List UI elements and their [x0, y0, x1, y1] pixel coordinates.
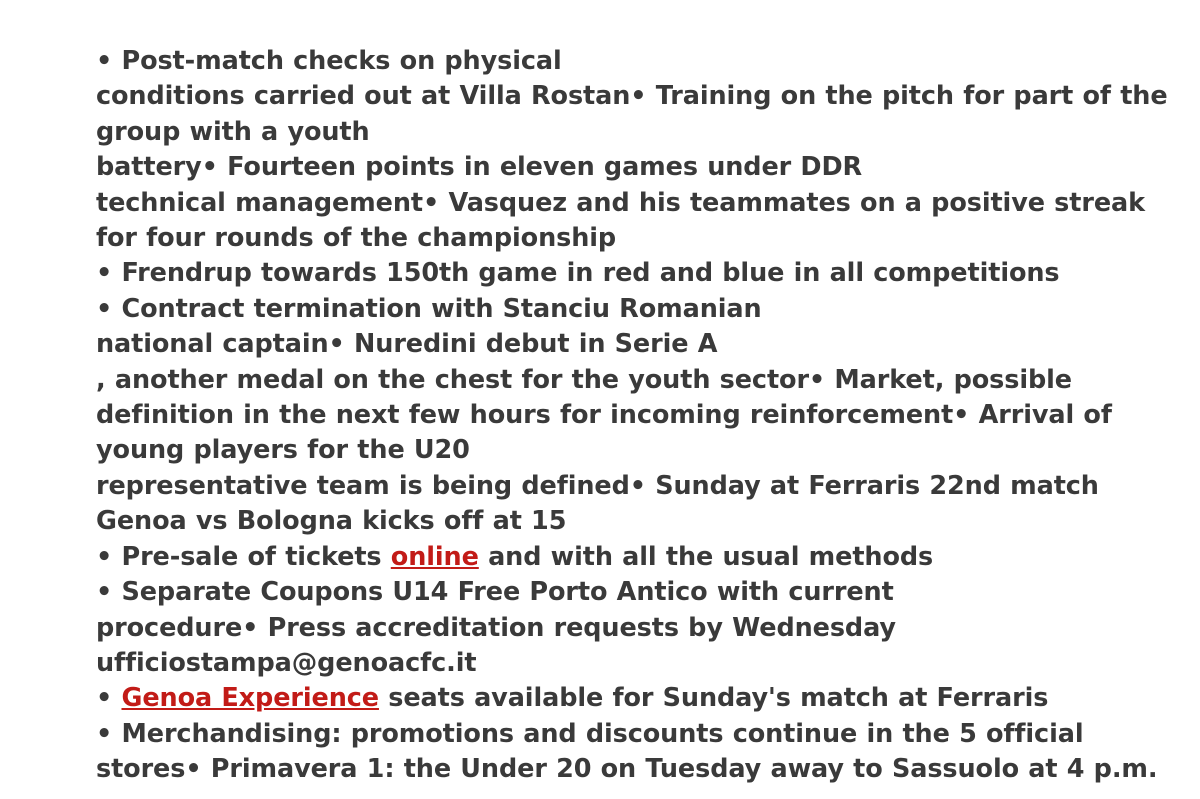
online-ticket-link[interactable]: online: [390, 541, 479, 572]
genoa-experience-text-after: seats available for Sunday's match at Ferraris: [378, 683, 1049, 714]
news-line-7: national captain• Nuredini debut in Serie A: [96, 329, 718, 360]
news-line-13: procedure• Press accreditation requests by Wednesday: [96, 612, 896, 643]
news-line-15: [96, 681, 1170, 716]
news-line-8: , another medal on the chest for the youth sector• Market, possible definition in the next few hours for incoming reinforcement• Arrival of: [96, 364, 1112, 431]
news-line-12: • Separate Coupons U14 Free Porto Antico with current: [96, 577, 894, 608]
news-line-5: • Frendrup towards 150th game in red and blue in all competitions: [96, 258, 1060, 289]
news-line-17: stores• Primavera 1: the Under 20 on Tuesday away to Sassuolo at 4 p.m.: [96, 754, 1158, 785]
news-line-3: battery• Fourteen points in eleven games under DDR: [96, 152, 863, 183]
presale-text-before: • Pre-sale of tickets: [96, 541, 391, 572]
news-line-16: • Merchandising: promotions and discounts continue in the 5 official: [96, 718, 1084, 749]
news-line-4: technical management• Vasquez and his teammates on a positive streak for four rounds of the championship: [96, 187, 1145, 254]
news-line-9: young players for the U20: [96, 435, 470, 466]
news-bullet-list: [96, 44, 1170, 788]
presale-text-after: and with all the usual methods: [478, 541, 934, 572]
news-line-2: conditions carried out at Villa Rostan• Training on the pitch for part of the group with a youth: [96, 81, 1168, 147]
news-line-10: representative team is being defined• Sunday at Ferraris 22nd match Genoa vs Bologna kicks off at 15: [96, 470, 1099, 537]
genoa-experience-link[interactable]: Genoa Experience: [121, 683, 379, 714]
genoa-experience-text-before: •: [96, 683, 122, 714]
news-line-11: [96, 540, 1170, 575]
news-line-6: • Contract termination with Stanciu Romanian: [96, 293, 762, 324]
news-line-1: • Post-match checks on physical: [96, 46, 562, 76]
news-line-14-email: ufficiostampa@genoacfc.it: [96, 647, 477, 678]
